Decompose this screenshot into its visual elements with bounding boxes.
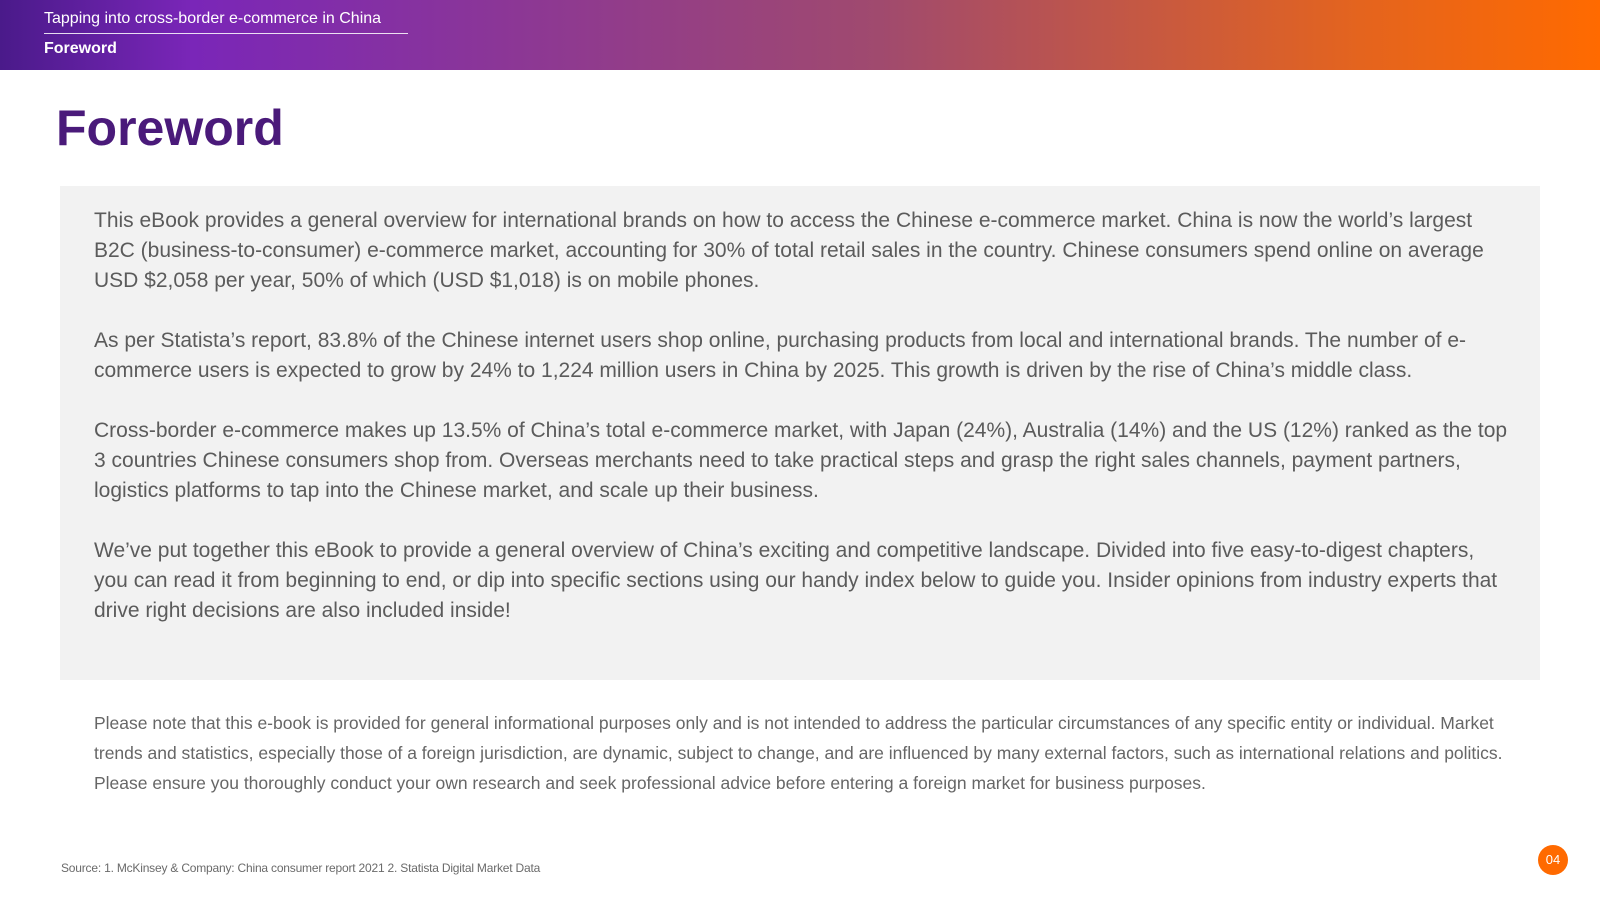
document-title: Tapping into cross-border e-commerce in China bbox=[44, 8, 408, 34]
disclaimer-text: Please note that this e-book is provided for general informational purposes only and is not intended to address the particular circumstances of any specific entity or individual. Market trends and statistics, especially those of a foreign jurisdiction, are dynamic, subject to change, and are influenced by many external factors, such as international relations and politics. Please ensure you thoroughly conduct your own research and seek professional advice before entering a foreign market for business purposes. bbox=[94, 713, 1503, 793]
section-label: Foreword bbox=[44, 40, 117, 57]
foreword-paragraph: This eBook provides a general overview for international brands on how to access the Chinese e-commerce market. China is now the world’s largest B2C (business-to-consumer) e-commerce market, accounting for 30% of total retail sales in the country. Chinese consumers spend online on average USD $2,058 per year, 50% of which (USD $1,018) is on mobile phones. bbox=[94, 209, 1484, 292]
foreword-paragraph: As per Statista’s report, 83.8% of the Chinese internet users shop online, purchasing products from local and international brands. The number of e-commerce users is expected to grow by 24% to 1,224 million users in China by 2025. This growth is driven by the rise of China’s middle class. bbox=[94, 329, 1467, 382]
source-note: Source: 1. McKinsey & Company: China consumer report 2021 2. Statista Digital Market Data bbox=[61, 861, 541, 875]
page-title: Foreword bbox=[56, 100, 284, 156]
page-number-badge: 04 bbox=[1538, 845, 1568, 875]
foreword-paragraph: Cross-border e-commerce makes up 13.5% of China’s total e-commerce market, with Japan (24%), Australia (14%) and the US (12%) ranked as the top 3 countries Chinese consumers shop from. Overseas merchants need to take practical steps and grasp the right sales channels, payment partners, logistics platforms to tap into the Chinese market, and scale up their business. bbox=[94, 419, 1508, 502]
header-banner bbox=[0, 0, 1600, 70]
foreword-paragraph: We’ve put together this eBook to provide a general overview of China’s exciting and competitive landscape. Divided into five easy-to-digest chapters, you can read it from beginning to end, or dip into specific sections using our handy index below to guide you. Insider opinions from industry experts that drive right decisions are also included inside! bbox=[94, 539, 1498, 622]
foreword-panel bbox=[60, 186, 1540, 680]
